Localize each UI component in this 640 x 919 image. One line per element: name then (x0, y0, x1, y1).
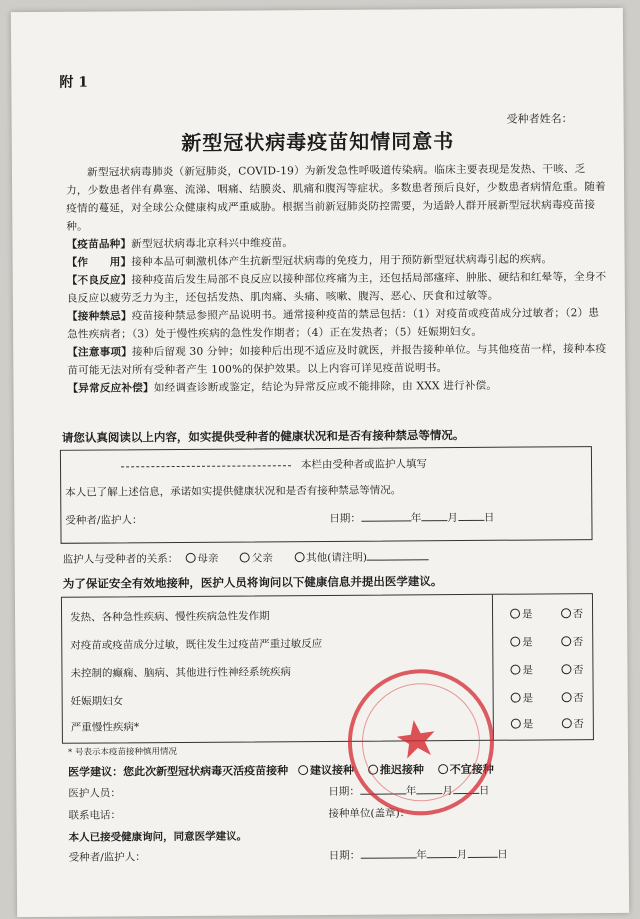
seal-star-icon (393, 715, 441, 763)
year-blank[interactable] (360, 847, 416, 858)
health-answer-row[interactable] (510, 606, 583, 622)
option-label: 推迟接种 (379, 763, 424, 777)
advice-option-recommend[interactable] (298, 764, 354, 777)
section-tag: 【接种禁忌】 (66, 310, 132, 323)
section-text: 接种疫苗后发生局部不良反应以接种部位疼痛为主，还包括局部瘙痒、肿胀、硬结和红晕等，全身不良反应以疲劳乏力为主，还包括发热、肌肉痛、头痛、咳嗽、腹泻、恶心、厌食和过敏等。 (66, 270, 607, 305)
section-text: 如经调查诊断或鉴定，结论为异常反应或不能排除，由 XXX 进行补偿。 (153, 379, 498, 395)
recipient-name-label: 受种者姓名： (506, 112, 573, 126)
yes-label: 是 (522, 718, 534, 731)
medical-staff-label: 医护人员： (68, 787, 121, 800)
health-question: 妊娠期妇女 (70, 695, 124, 708)
radio-icon[interactable] (510, 609, 520, 619)
radio-icon[interactable] (511, 693, 521, 703)
box1-header (121, 456, 427, 473)
no-label: 否 (572, 608, 584, 621)
final-signer-label: 受种者/监护人： (68, 851, 146, 864)
date-label: 日期： (328, 849, 361, 862)
form-body (66, 160, 608, 398)
health-question: 未控制的癫痫、脑病、其他进行性神经系统疾病 (70, 666, 292, 680)
no-label: 否 (573, 718, 584, 731)
day-label: 日 (483, 511, 495, 524)
day-blank[interactable] (467, 847, 497, 858)
section-compensation (67, 376, 607, 398)
section-tag: 【疫苗品种】 (66, 238, 132, 251)
health-answer-row[interactable] (510, 662, 583, 678)
year-label: 年 (410, 512, 422, 525)
day-label: 日 (478, 784, 490, 797)
consent-form-page (11, 8, 629, 917)
section-text: 接种后留观 30 分钟；如接种后出现不适应及时就医，并报告接种单位。与其他疫苗一样，接种本疫苗可能无法对所有受种者产生 100%的保护效果。以上内容可详见疫苗说明书。 (67, 342, 607, 377)
advice-label: 医学建议：您此次新型冠状病毒灭活疫苗接种 (68, 764, 289, 779)
radio-icon[interactable] (511, 719, 521, 729)
form-title: 新型冠状病毒疫苗知情同意书 (181, 129, 455, 155)
section-tag: 【注意事项】 (67, 346, 133, 359)
radio-icon[interactable] (561, 718, 571, 728)
relation-option-mother[interactable] (185, 553, 218, 565)
year-label: 年 (405, 785, 417, 798)
option-label: 父亲 (251, 552, 273, 565)
health-notice: 为了保证安全有效地接种，医护人员将询问以下健康信息并提出医学建议。 (62, 574, 443, 591)
yes-label: 是 (522, 692, 534, 705)
section-adverse-reactions (67, 268, 607, 308)
box1-header-text: 本栏由受种者或监护人填写 (300, 458, 428, 472)
health-question: 严重慢性疾病* (70, 721, 140, 734)
unit-label: 接种单位(盖章)： (328, 807, 411, 820)
relation-label: 监护人与受种者的关系： (62, 552, 179, 566)
radio-icon[interactable] (561, 692, 571, 702)
option-label: 其他(请注明) (306, 551, 367, 565)
date-label: 日期： (329, 512, 361, 525)
health-answer-row[interactable] (511, 716, 584, 732)
section-text: 新型冠状病毒北京科兴中维疫苗。 (131, 237, 294, 251)
box1-statement: 本人已了解上述信息，承诺如实提供健康状况和是否有接种禁忌等情况。 (65, 484, 402, 499)
health-question-table (61, 593, 594, 744)
month-blank[interactable] (421, 510, 447, 521)
intro-paragraph: 新型冠状病毒肺炎（新冠肺炎，COVID-19）为新发急性呼吸道传染病。临床主要表现是发热、干咳、乏力，少数患者伴有鼻塞、流涕、咽痛、结膜炎、肌痛和腹泻等症状。多数患者预后良好，少数患者病情危重。随着疫情的蔓延，对全球公众健康构成严重威胁。根据当前新冠肺炎防控需要，为适龄人群开展新型冠状病毒疫苗接种。 (66, 163, 606, 233)
radio-icon[interactable] (185, 553, 195, 563)
option-label: 母亲 (197, 552, 219, 565)
no-label: 否 (573, 692, 584, 705)
yes-label: 是 (522, 664, 533, 677)
recipient-fill-box (60, 446, 593, 544)
day-blank[interactable] (458, 510, 484, 521)
radio-icon[interactable] (294, 552, 304, 562)
health-question: 对疫苗或疫苗成分过敏，既往发生过疫苗严重过敏反应 (70, 637, 323, 652)
yes-label: 是 (522, 636, 533, 649)
other-blank[interactable] (367, 549, 429, 560)
section-tag: 【异常反应补偿】 (67, 382, 154, 395)
read-notice: 请您认真阅读以上内容，如实提供受种者的健康状况和是否有接种禁忌等情况。 (61, 427, 465, 445)
section-tag: 【不良反应】 (66, 274, 132, 287)
radio-icon[interactable] (298, 765, 308, 775)
accept-statement: 本人已接受健康询问，同意医学建议。 (68, 830, 248, 844)
yes-label: 是 (522, 608, 533, 621)
option-label: 不宜接种 (449, 762, 494, 777)
dashed-rule (121, 465, 291, 467)
month-blank[interactable] (427, 847, 457, 858)
health-answer-row[interactable] (510, 634, 583, 650)
section-precautions (67, 340, 607, 380)
health-question: 发热、各种急性疾病、慢性疾病急性发作期 (70, 610, 270, 624)
phone-label: 联系电话： (68, 809, 122, 822)
health-answer-row[interactable] (511, 690, 584, 706)
annex-label: 附 1 (59, 74, 89, 91)
day-label: 日 (497, 848, 508, 861)
section-text: 疫苗接种禁忌参照产品说明书。通常接种疫苗的禁忌包括：（1）对疫苗或疫苗成分过敏者；（2）患急性疾病者；（3）处于慢性疾病的急性发作期者；（4）正在发热者；（5）妊娠期妇女。 (67, 307, 600, 341)
box1-date-field[interactable] (329, 510, 494, 526)
month-label: 月 (442, 785, 453, 798)
no-label: 否 (572, 664, 584, 677)
year-label: 年 (416, 849, 427, 862)
radio-icon[interactable] (510, 665, 520, 675)
radio-icon[interactable] (561, 664, 571, 674)
section-text: 接种本品可刺激机体产生抗新型冠状病毒的免疫力，用于预防新型冠状病毒引起的疾病。 (131, 253, 553, 269)
section-contraindications (67, 304, 607, 344)
box1-signer-label: 受种者/监护人： (65, 514, 143, 527)
radio-icon[interactable] (561, 608, 571, 618)
section-tag: 【作 用】 (66, 256, 132, 269)
year-blank[interactable] (361, 510, 411, 521)
date-label: 日期： (328, 785, 360, 798)
relation-option-other[interactable] (294, 552, 367, 565)
relation-option-father[interactable] (240, 552, 273, 564)
month-label: 月 (447, 512, 458, 525)
table-divider (492, 595, 494, 740)
final-date-field[interactable] (329, 847, 508, 863)
radio-icon[interactable] (510, 637, 520, 647)
no-label: 否 (572, 636, 584, 649)
month-label: 月 (456, 848, 468, 862)
radio-icon[interactable] (240, 552, 250, 562)
footnote: * 号表示本疫苗接种慎用情况 (67, 747, 178, 758)
radio-icon[interactable] (561, 636, 571, 646)
relation-row (63, 549, 429, 567)
option-label: 建议接种 (309, 763, 355, 778)
